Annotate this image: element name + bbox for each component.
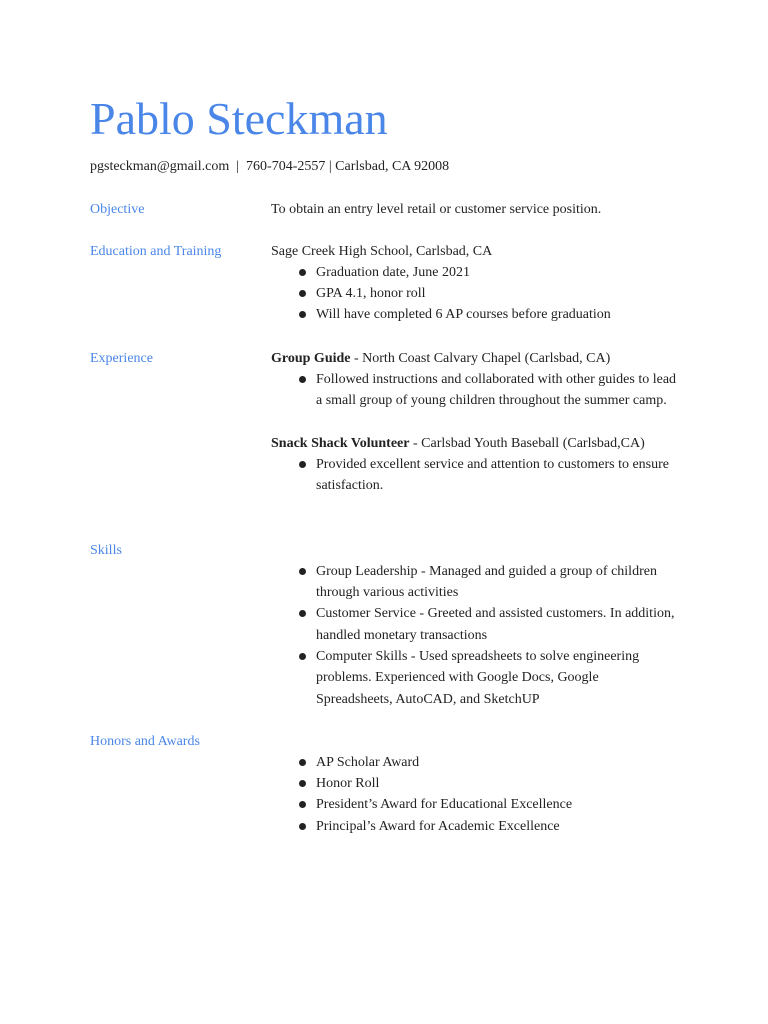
experience-section: [90, 348, 710, 494]
education-section: [90, 241, 710, 323]
bullet-icon: [299, 780, 306, 787]
job-bullets: [271, 454, 701, 497]
objective-content: [271, 199, 701, 220]
bullet-icon: [299, 269, 306, 276]
skills-label: Skills: [90, 542, 122, 558]
job-bullet: [271, 454, 678, 497]
skill-bullet: [271, 646, 678, 710]
bullet-icon: [299, 290, 306, 297]
school-name: Sage Creek High School, Carlsbad, CA: [271, 243, 493, 259]
honor-bullet: [271, 752, 678, 773]
education-bullet: [271, 283, 678, 304]
honors-bullets: [271, 752, 701, 837]
skill-bullet: [271, 603, 678, 646]
education-bullet-text: GPA 4.1, honor roll: [316, 286, 426, 302]
job-bullet-text: Provided excellent service and attention to customers to ensure satisfaction.: [316, 456, 670, 494]
skills-bullets: [271, 561, 701, 710]
education-bullet: [271, 262, 678, 283]
honor-bullet: [271, 773, 678, 794]
bullet-icon: [299, 610, 306, 617]
job-heading: [271, 433, 701, 454]
education-bullet: [271, 304, 678, 325]
bullet-icon: [299, 801, 306, 808]
honor-bullet: [271, 816, 678, 837]
skills-content: [271, 540, 701, 710]
bullet-icon: [299, 568, 306, 575]
education-bullets: [271, 262, 701, 326]
experience-content: [271, 348, 701, 497]
bullet-icon: [299, 311, 306, 318]
bullet-icon: [299, 653, 306, 660]
objective-text: To obtain an entry level retail or customer service position.: [271, 201, 602, 217]
honor-bullet: [271, 794, 678, 815]
skill-bullet: [271, 561, 678, 604]
honors-content: [271, 731, 701, 837]
job-detail: - Carlsbad Youth Baseball (Carlsbad,CA): [412, 435, 645, 451]
honor-bullet-text: President’s Award for Educational Excellence: [316, 797, 573, 813]
job-heading: [271, 348, 701, 369]
resume-name: Pablo Steckman: [90, 93, 388, 144]
job-title: Group Guide: [271, 350, 351, 366]
skill-bullet-text: Customer Service - Greeted and assisted customers. In addition, handled monetary transactions: [316, 606, 675, 643]
job-entry: [271, 348, 701, 412]
education-content: [271, 241, 701, 326]
job-entry: [271, 433, 701, 497]
job-bullet: [271, 369, 678, 412]
education-bullet-text: Graduation date, June 2021: [316, 264, 470, 280]
objective-label: Objective: [90, 201, 145, 217]
skills-section: [90, 540, 710, 707]
bullet-icon: [299, 376, 306, 383]
skill-bullet-text: Computer Skills - Used spreadsheets to solve engineering problems. Experienced with Google Docs, Google Spreadsheets, AutoCAD, and SketchUP: [316, 648, 640, 707]
skill-bullet-text: Group Leadership - Managed and guided a group of children through various activities: [316, 563, 657, 601]
honor-bullet-text: Principal’s Award for Academic Excellence: [316, 818, 560, 834]
job-detail: - North Coast Calvary Chapel (Carlsbad, CA): [354, 350, 611, 366]
honors-section: [90, 731, 710, 834]
experience-label: Experience: [90, 350, 153, 366]
bullet-icon: [299, 759, 306, 766]
education-bullet-text: Will have completed 6 AP courses before graduation: [316, 307, 611, 323]
honor-bullet-text: Honor Roll: [316, 776, 380, 792]
job-bullet-text: Followed instructions and collaborated with other guides to lead a small group of young children throughout the summer camp.: [316, 371, 677, 409]
honors-label: Honors and Awards: [90, 733, 200, 749]
objective-section: [90, 199, 710, 217]
honor-bullet-text: AP Scholar Award: [316, 754, 420, 770]
bullet-icon: [299, 823, 306, 830]
job-title: Snack Shack Volunteer: [271, 435, 410, 451]
contact-line: pgsteckman@gmail.com | 760-704-2557 | Carlsbad, CA 92008: [90, 159, 450, 174]
education-label: Education and Training: [90, 243, 222, 259]
job-bullets: [271, 369, 701, 412]
bullet-icon: [299, 461, 306, 468]
